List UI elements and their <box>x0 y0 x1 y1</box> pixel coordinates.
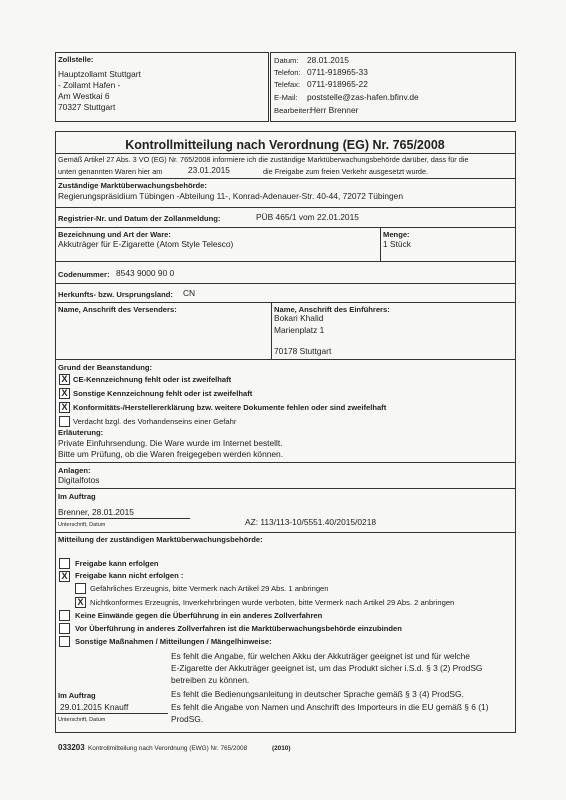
az-value: AZ: 113/113-10/5551.40/2015/0218 <box>245 517 377 527</box>
footer-number: 033203 <box>58 743 85 752</box>
note-line: Es fehlt die Bedienungsanleitung in deutscher Sprache gemäß § 3 (4) ProdSG. <box>171 689 464 699</box>
sub-checkbox-nonconforming[interactable]: X <box>75 597 86 608</box>
phone-value: 0711-918965-33 <box>307 67 368 77</box>
date-label: Datum: <box>274 56 299 65</box>
reason-checkbox-marking[interactable]: X <box>59 388 70 399</box>
document-title: Kontrollmitteilung nach Verordnung (EG) Nr. 765/2008 <box>125 138 445 152</box>
note-line: Es fehlt die Angabe von Namen und Anschrift des Importeurs in die EU gemäß § 6 (1) <box>171 702 489 712</box>
code-value: 8543 9000 90 0 <box>116 268 175 278</box>
sub-text-nonconforming: Nichtkonformes Erzeugnis, Inverkehrbringen wurde verboten, bitte Vermerk nach Artikel 29 Abs. 2 anbringen <box>90 598 455 607</box>
authority-label: Zuständige Marktüberwachungsbehörde: <box>58 181 207 190</box>
decision-text-no-objection: Keine Einwände gegen die Überführung in ein anderes Zollverfahren <box>75 611 323 620</box>
quantity-label: Menge: <box>383 230 410 239</box>
sender-label: Name, Anschrift des Versenders: <box>58 305 177 314</box>
explanation-line: Bitte um Prüfung, ob die Waren freigegeben werden können. <box>58 449 284 459</box>
fax-label: Telefax: <box>274 80 301 89</box>
on-behalf-label: Im Auftrag <box>58 492 96 501</box>
reason-text-danger: Verdacht bzgl. des Vorhandenseins einer Gefahr <box>73 417 237 426</box>
quantity-value: 1 Stück <box>383 239 411 249</box>
decision-signature-label: Unterschrift, Datum <box>58 717 106 723</box>
reason-checkbox-danger[interactable] <box>59 416 70 427</box>
clerk-value: Herr Brenner <box>310 105 359 115</box>
origin-value: CN <box>183 288 196 298</box>
reason-text-marking: Sonstige Kennzeichnung fehlt oder ist zweifelhaft <box>73 389 253 398</box>
reason-checkbox-ce[interactable]: X <box>59 374 70 385</box>
intro-line-1: Gemäß Artikel 27 Abs. 3 VO (EG) Nr. 765/2008 informiere ich die zuständige Marktüberwachungsbehörde darüber, dass für die <box>58 155 469 164</box>
attachments-label: Anlagen: <box>58 466 91 475</box>
reason-text-ce: CE-Kennzeichnung fehlt oder ist zweifelhaft <box>73 375 232 384</box>
attachments-value: Digitalfotos <box>58 475 100 485</box>
decision-text-involve: Vor Überführung in anderes Zollverfahren ist die Marktüberwachungsbehörde einzubinden <box>75 624 402 633</box>
explanation-label: Erläuterung: <box>58 428 104 437</box>
email-value: poststelle@zas-hafen.bfinv.de <box>307 92 419 102</box>
importer-label: Name, Anschrift des Einführers: <box>274 305 390 314</box>
sub-text-dangerous: Gefährliches Erzeugnis, bitte Vermerk nach Artikel 29 Abs. 1 anbringen <box>90 584 329 593</box>
decision-label: Mitteilung der zuständigen Marktüberwachungsbehörde: <box>58 535 263 544</box>
decision-text-other: Sonstige Maßnahmen / Mitteilungen / Mängelhinweise: <box>75 637 272 646</box>
intro-date: 23.01.2015 <box>188 165 230 175</box>
customs-office-label: Zollstelle: <box>58 55 94 64</box>
authority-value: Regierungspräsidium Tübingen -Abteilung 11-, Konrad-Adenauer-Str. 40-44, 72072 Tübingen <box>58 191 403 201</box>
phone-label: Telefon: <box>274 68 301 77</box>
decision-text-no-release: Freigabe kann nicht erfolgen : <box>75 571 184 580</box>
footer-year: (2010) <box>272 745 291 752</box>
customs-office-line: Am Westkai 6 <box>58 91 110 101</box>
registration-value: PÜB 465/1 vom 22.01.2015 <box>256 212 359 222</box>
decision-checkbox-other[interactable] <box>59 636 70 647</box>
intro-line-2b: die Freigabe zum freien Verkehr ausgesetzt wurde. <box>263 167 429 176</box>
decision-on-behalf-label: Im Auftrag <box>58 691 96 700</box>
customs-office-line: 70327 Stuttgart <box>58 102 116 112</box>
signature-value: Brenner, 28.01.2015 <box>58 507 134 517</box>
importer-line: Bokari Khalid <box>274 313 324 323</box>
clerk-label: Bearbeiter: <box>274 106 312 115</box>
intro-line-2a: unten genannten Waren hier am <box>58 167 163 176</box>
importer-line: 70178 Stuttgart <box>274 346 332 356</box>
decision-text-release: Freigabe kann erfolgen <box>75 559 159 568</box>
decision-signature: 29.01.2015 Knauff <box>60 702 129 712</box>
goods-value: Akkuträger für E-Zigarette (Atom Style Telesco) <box>58 239 234 249</box>
note-line: Es fehlt die Angabe, für welchen Akku der Akkuträger geeignet ist und für welche <box>171 651 470 661</box>
explanation-line: Private Einfuhrsendung. Die Ware wurde im Internet bestellt. <box>58 438 283 448</box>
customs-office-line: Hauptzollamt Stuttgart <box>58 69 141 79</box>
decision-checkbox-no-objection[interactable] <box>59 610 70 621</box>
reason-checkbox-conformity[interactable]: X <box>59 402 70 413</box>
reason-text-conformity: Konformitäts-/Herstellererklärung bzw. weitere Dokumente fehlen oder sind zweifelhaft <box>73 403 387 412</box>
decision-checkbox-no-release[interactable]: X <box>59 571 70 582</box>
date-value: 28.01.2015 <box>307 55 349 65</box>
note-line: E-Zigarette der Akkuträger geeignet ist, um das Produkt sicher i.S.d. § 3 (2) ProdSG <box>171 663 483 673</box>
registration-label: Registrier-Nr. und Datum der Zollanmeldung: <box>58 214 221 223</box>
signature-label: Unterschrift, Datum <box>58 522 106 528</box>
email-label: E-Mail: <box>274 93 298 102</box>
origin-label: Herkunfts- bzw. Ursprungsland: <box>58 290 173 299</box>
customs-office-line: - Zollamt Hafen - <box>58 80 121 90</box>
importer-line: Marienplatz 1 <box>274 325 325 335</box>
sub-checkbox-dangerous[interactable] <box>75 583 86 594</box>
fax-value: 0711-918965-22 <box>307 79 368 89</box>
decision-checkbox-release[interactable] <box>59 558 70 569</box>
decision-checkbox-involve[interactable] <box>59 623 70 634</box>
goods-label: Bezeichnung und Art der Ware: <box>58 230 171 239</box>
note-line: ProdSG. <box>171 714 204 724</box>
footer-text: Kontrollmitteilung nach Verordnung (EWG) Nr. 765/2008 <box>88 745 248 752</box>
reasons-label: Grund der Beanstandung: <box>58 363 153 372</box>
note-line: betreiben zu können. <box>171 675 250 685</box>
code-label: Codenummer: <box>58 270 110 279</box>
